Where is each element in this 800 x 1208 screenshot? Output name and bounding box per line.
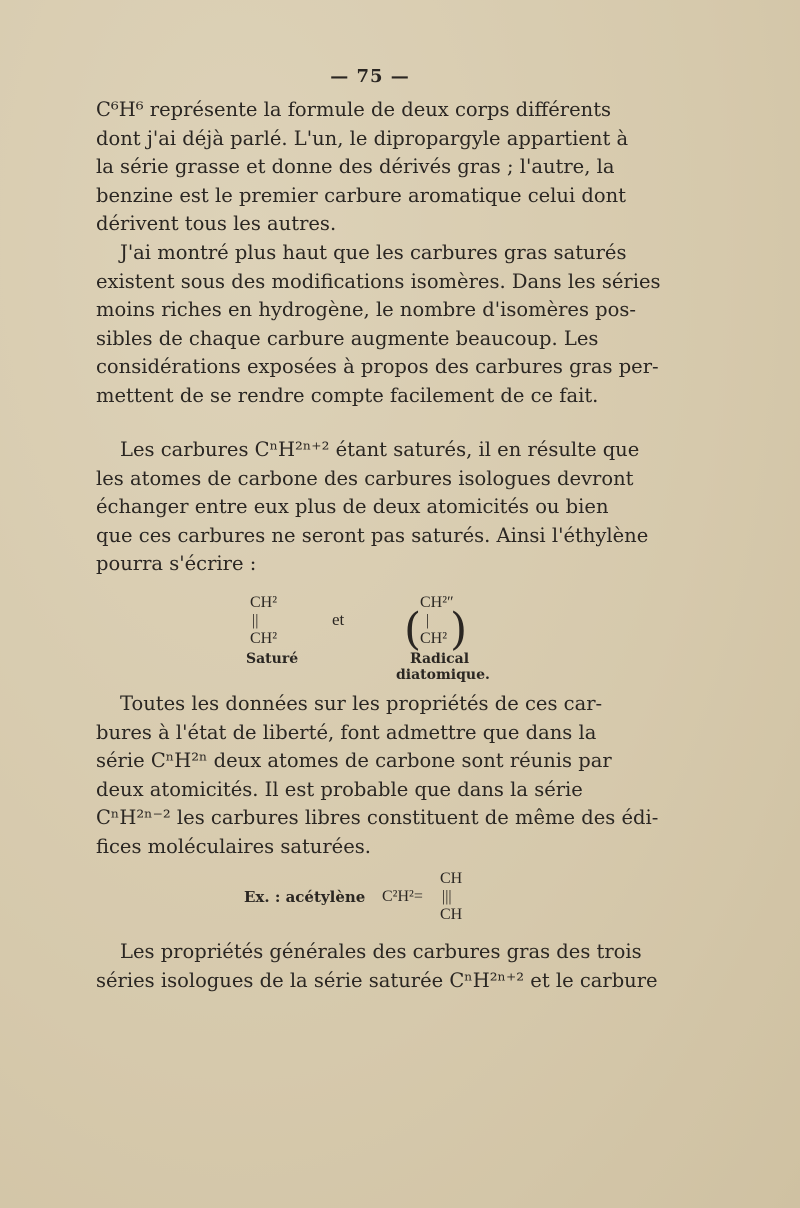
text-line: échanger entre eux plus de deux atomicités ou bien xyxy=(96,495,609,519)
formula-right-top: CH²″ xyxy=(420,594,454,611)
formula-connector: et xyxy=(332,610,345,629)
paragraph-4 xyxy=(96,690,659,862)
text-line: J'ai montré plus haut que les carbures gras saturés xyxy=(120,241,627,264)
text-line: Toutes les données sur les propriétés de ces car- xyxy=(120,692,603,715)
formula-right-caption-1: Radical xyxy=(410,651,470,667)
text-line: bures à l'état de liberté, font admettre que dans la xyxy=(96,720,597,744)
text-line: moins riches en hydrogène, le nombre d'isomères pos- xyxy=(96,298,637,322)
text-line: mettent de se rendre compte facilement de ce fait. xyxy=(96,383,599,407)
text-line: la série grasse et donne des dérivés gras ; l'autre, la xyxy=(96,155,615,179)
text-line: considérations exposées à propos des carbures gras per- xyxy=(96,355,659,379)
formula-left-bond: || xyxy=(252,612,259,629)
paragraph-3 xyxy=(96,436,649,579)
page-number: — 75 — xyxy=(330,66,410,87)
open-paren-icon: ( xyxy=(404,604,422,655)
acetylene-formula-main: C²H²= xyxy=(382,888,423,905)
acetylene-label: Ex. : acétylène xyxy=(244,888,366,906)
text-line: Les carbures CⁿH²ⁿ⁺² étant saturés, il en résulte que xyxy=(120,438,640,461)
text-line: Les propriétés générales des carbures gras des trois xyxy=(120,940,642,963)
text-line: pourra s'écrire : xyxy=(96,552,257,576)
text-line: série CⁿH²ⁿ deux atomes de carbone sont réunis par xyxy=(96,749,612,773)
text-line: existent sous des modifications isomères. Dans les séries xyxy=(96,269,661,293)
formula-left-caption: Saturé xyxy=(246,651,299,667)
close-paren-icon: ) xyxy=(450,604,468,655)
paragraph-1 xyxy=(96,96,630,239)
paragraph-5 xyxy=(96,938,658,995)
acetylene-bond: ||| xyxy=(442,888,452,905)
formula-left-top: CH² xyxy=(250,594,278,611)
text-line: dont j'ai déjà parlé. L'un, le dipropargyle appartient à xyxy=(96,126,629,150)
text-line: benzine est le premier carbure aromatique celui dont xyxy=(96,183,627,207)
text-line: que ces carbures ne seront pas saturés. Ainsi l'éthylène xyxy=(96,523,649,547)
formula-right-caption-2: diatomique. xyxy=(396,667,490,683)
text-line: deux atomicités. Il est probable que dans la série xyxy=(96,777,583,801)
paragraph-2 xyxy=(96,239,661,411)
acetylene-top: CH xyxy=(440,870,463,887)
text-line: séries isologues de la série saturée CⁿH²ⁿ⁺² et le carbure xyxy=(96,968,658,992)
text-line: fices moléculaires saturées. xyxy=(96,834,371,858)
formula-left-bottom: CH² xyxy=(250,630,278,647)
formula-right-bottom: CH² xyxy=(420,630,448,647)
text-line: les atomes de carbone des carbures isologues devront xyxy=(96,466,634,490)
text-line: sibles de chaque carbure augmente beaucoup. Les xyxy=(96,326,599,350)
formula-right-bond: | xyxy=(426,612,430,629)
acetylene-bottom: CH xyxy=(440,906,463,923)
text-line: C⁶H⁶ représente la formule de deux corps différents xyxy=(96,98,612,121)
text-line: CⁿH²ⁿ⁻² les carbures libres constituent de même des édi- xyxy=(96,806,659,830)
text-line: dérivent tous les autres. xyxy=(96,212,337,236)
